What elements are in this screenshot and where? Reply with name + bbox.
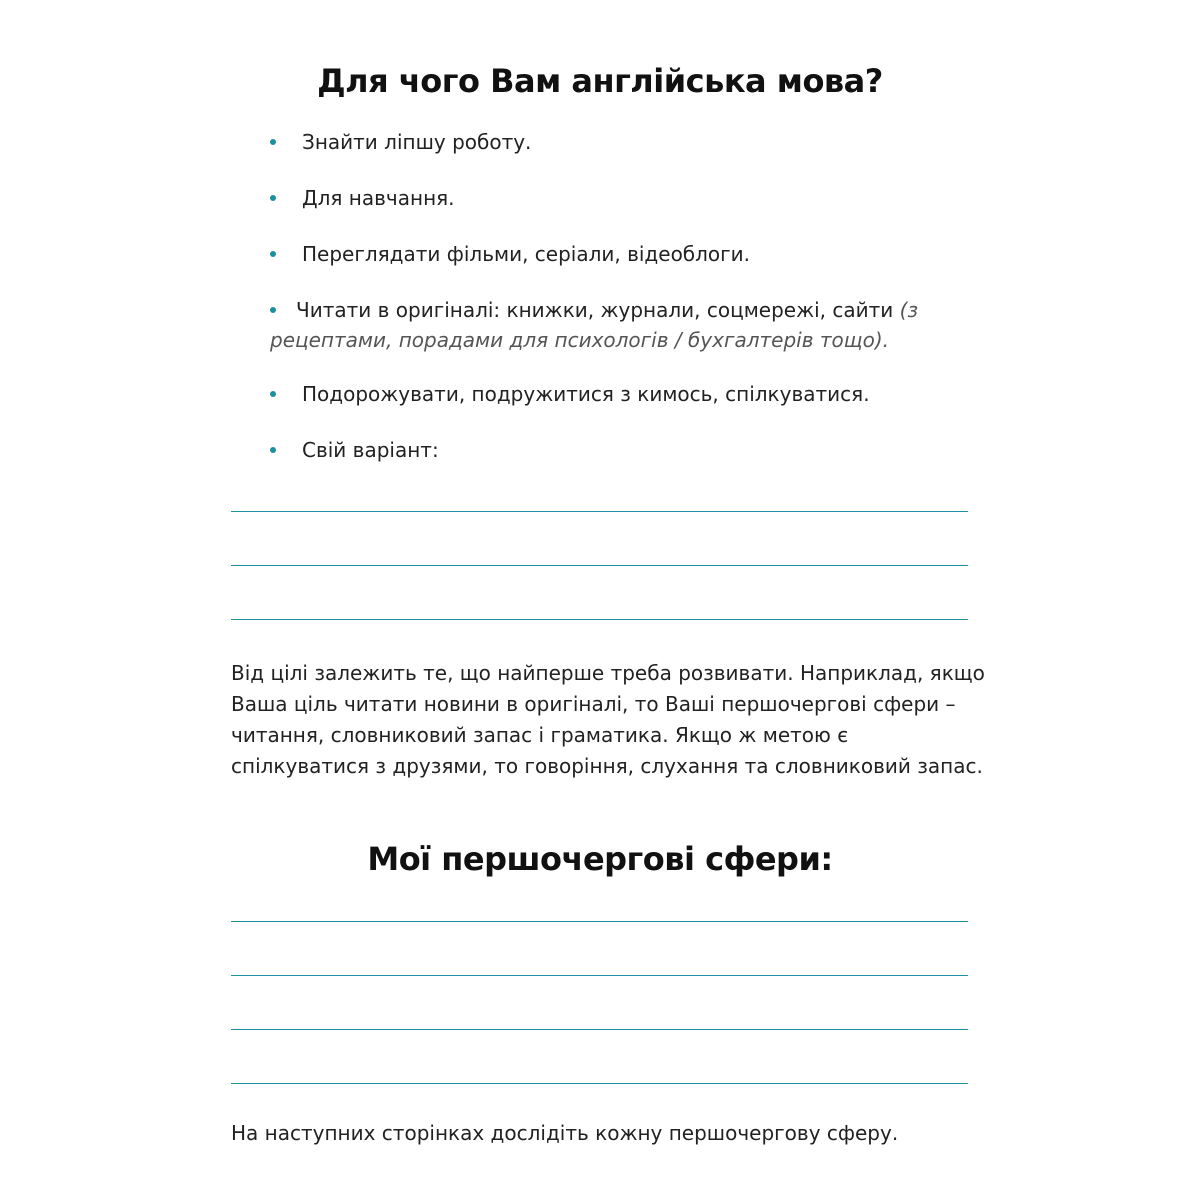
answer-line[interactable]: [231, 1083, 968, 1084]
bullet-icon: [270, 139, 276, 145]
list-item-text: Свій варіант:: [302, 438, 439, 462]
bullet-icon: [270, 391, 276, 397]
list-item: [270, 295, 990, 355]
list-item: [270, 239, 990, 269]
answer-line[interactable]: [231, 921, 968, 922]
bullet-icon: [270, 447, 276, 453]
list-item-text: Знайти ліпшу роботу.: [302, 130, 532, 154]
footer-note: На наступних сторінках дослідіть кожну першочергову сферу.: [231, 1121, 899, 1145]
list-item: [270, 183, 990, 213]
reasons-list: [270, 127, 990, 491]
bullet-icon: [270, 307, 276, 313]
list-item: [270, 379, 990, 409]
answer-line[interactable]: [231, 619, 968, 620]
answer-line[interactable]: [231, 975, 968, 976]
answer-line[interactable]: [231, 511, 968, 512]
list-item: [270, 127, 990, 157]
answer-line[interactable]: [231, 1029, 968, 1030]
section-title-why-english: Для чого Вам англійська мова?: [317, 62, 883, 100]
list-item-text: Читати в оригіналі: книжки, журнали, соцмережі, сайти: [296, 298, 900, 322]
list-item-text: Переглядати фільми, серіали, відеоблоги.: [302, 242, 751, 266]
bullet-icon: [270, 251, 276, 257]
list-item: [270, 435, 990, 465]
answer-line[interactable]: [231, 565, 968, 566]
bullet-icon: [270, 195, 276, 201]
explanation-paragraph: Від цілі залежить те, що найперше треба розвивати. Наприклад, якщо Ваша ціль читати новини в оригіналі, то Ваші першочергові сфери – читання, словниковий запас і граматика. Якщо ж метою є спілкуватися з друзями, то говоріння, слухання та словниковий запас.: [231, 661, 985, 778]
list-item-text: Для навчання.: [302, 186, 455, 210]
list-item-note: (з рецептами, порадами для психологів / бухгалтерів тощо).: [270, 298, 919, 352]
list-item-text: Подорожувати, подружитися з кимось, спілкуватися.: [302, 382, 870, 406]
section-title-priority-areas: Мої першочергові сфери:: [367, 840, 833, 878]
